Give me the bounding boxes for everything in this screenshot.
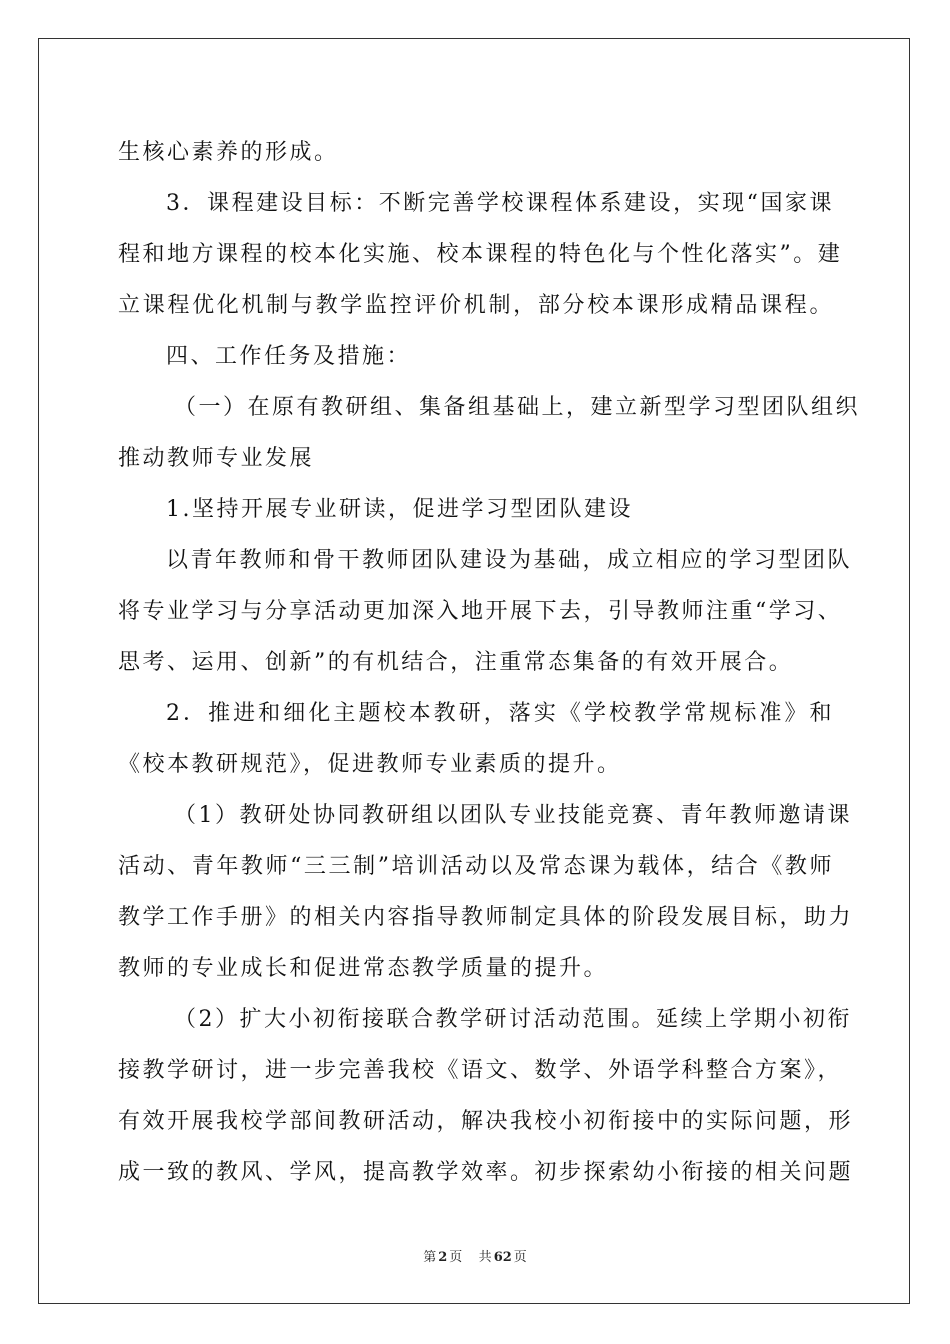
subsection-heading: 1.坚持开展专业研读，促进学习型团队建设: [166, 497, 633, 522]
page-footer: [0, 1246, 950, 1265]
text-line: 接教学研讨，进一步完善我校《语文、数学、外语学科整合方案》，: [118, 1058, 843, 1083]
text-line: 生核心素养的形成。: [118, 140, 339, 165]
page-prefix: 第: [423, 1250, 437, 1265]
text-line: （2）扩大小初衔接联合教学研讨活动范围。延续上学期小初衔: [174, 1007, 852, 1032]
section-heading: 四、工作任务及措施：: [166, 344, 412, 369]
text-line: （1）教研处协同教研组以团队专业技能竞赛、青年教师邀请课: [174, 803, 852, 828]
page-suffix: 页: [449, 1250, 463, 1265]
text-line: 思考、运用、创新”的有机结合，注重常态集备的有效开展合。: [118, 650, 794, 675]
total-pages: 62: [493, 1250, 512, 1265]
text-line: 立课程优化机制与教学监控评价机制，部分校本课形成精品课程。: [118, 293, 834, 318]
text-line: 教师的专业成长和促进常态教学质量的提升。: [118, 956, 609, 981]
text-line: 将专业学习与分享活动更加深入地开展下去，引导教师注重“学习、: [118, 599, 843, 624]
text-line: 成一致的教风、学风，提高教学效率。初步探索幼小衔接的相关问题: [118, 1160, 854, 1185]
text-line: 以青年教师和骨干教师团队建设为基础，成立相应的学习型团队: [166, 548, 853, 573]
document-body: [118, 127, 861, 1198]
text-line: （一）在原有教研组、集备组基础上，建立新型学习型团队组织: [174, 395, 861, 420]
text-line: 教学工作手册》的相关内容指导教师制定具体的阶段发展目标，助力: [118, 905, 854, 930]
total-suffix: 页: [513, 1250, 527, 1265]
subsection-heading: 2．推进和细化主题校本教研，落实《学校教学常规标准》和: [166, 701, 834, 726]
text-line: 《校本教研规范》，促进教师专业素质的提升。: [118, 752, 622, 777]
text-line: 程和地方课程的校本化实施、校本课程的特色化与个性化落实”。建: [118, 242, 843, 267]
text-line: 推动教师专业发展: [118, 446, 315, 471]
text-line: 活动、青年教师“三三制”培训活动以及常态课为载体，结合《教师: [118, 854, 834, 879]
text-line: 有效开展我校学部间教研活动，解决我校小初衔接中的实际问题，形: [118, 1109, 854, 1134]
text-line: 3．课程建设目标：不断完善学校课程体系建设，实现“国家课: [166, 191, 834, 216]
page-number: 2: [438, 1250, 448, 1265]
total-prefix: 共: [478, 1250, 492, 1265]
